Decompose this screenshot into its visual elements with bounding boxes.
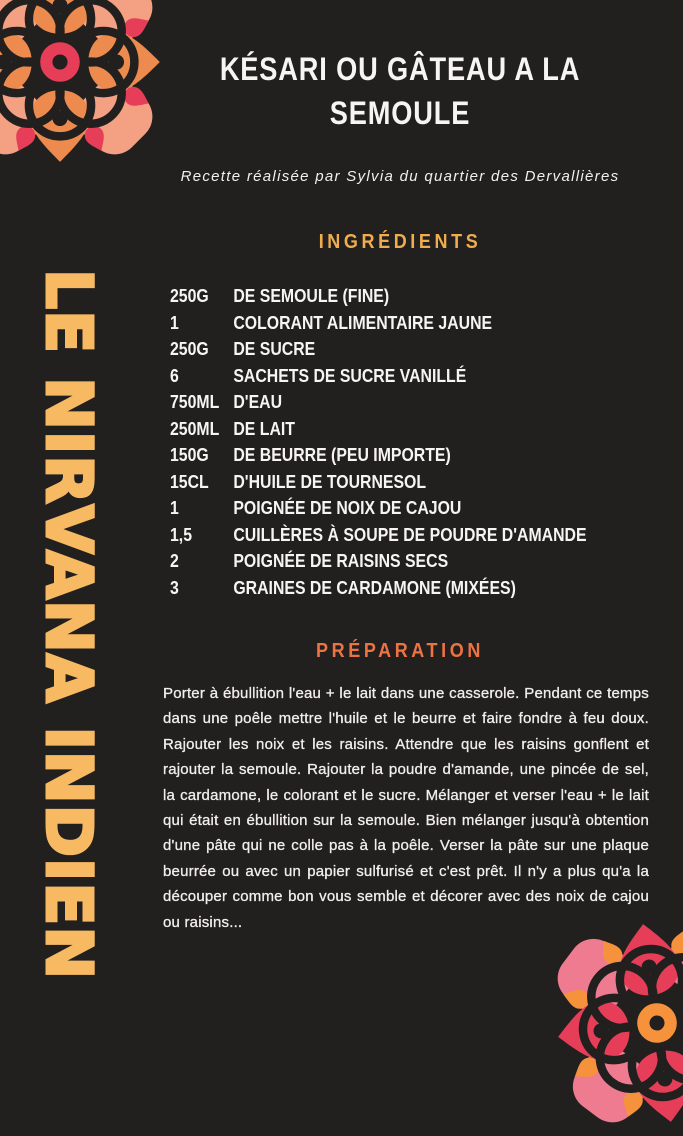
ingredient-qty: 250ML bbox=[170, 418, 220, 439]
ingredients-heading: INGRÉDIENTS bbox=[318, 231, 482, 253]
ingredients-list bbox=[170, 286, 587, 604]
recipe-title-line2: SEMOULE bbox=[329, 95, 471, 131]
ingredient-qty: 150G bbox=[170, 445, 209, 465]
ingredient-qty: 250G bbox=[170, 339, 209, 359]
ingredient-row bbox=[170, 419, 587, 446]
mandala-flower-bottom-right-icon bbox=[544, 910, 683, 1136]
ingredient-qty: 2 bbox=[170, 551, 179, 571]
ingredient-name: CUILLÈRES À SOUPE DE POUDRE D'AMANDE bbox=[233, 524, 587, 545]
ingredient-name: POIGNÉE DE NOIX DE CAJOU bbox=[233, 498, 462, 518]
recipe-title-line1: KÉSARI OU GÂTEAU A LA bbox=[219, 51, 581, 87]
ingredient-row bbox=[170, 578, 587, 605]
ingredient-qty: 250G bbox=[170, 286, 209, 306]
ingredient-row bbox=[170, 551, 587, 578]
ingredient-row bbox=[170, 392, 587, 419]
ingredient-qty: 1 bbox=[170, 312, 179, 333]
ingredient-qty: 750ML bbox=[170, 392, 220, 412]
preparation-text: Porter à ébullition l'eau + le lait dans une casserole. Pendant ce temps dans une poêle mettre l'huile et le beurre et faire fondre à feu doux. Rajouter les noix et les raisins. Attendre que les raisins gonflent et rajouter la semoule. Rajouter la poudre d'amande, une pincée de sel, la cardamone, le colorant et le sucre. Mélanger et verser l'eau + le lait qui était en ébullition sur la semoule. Bien mélanger jusqu'à obtention d'une pâte qui ne colle pas à la poêle. Verser la pâte sur une plaque beurrée ou avec un papier sulfurisé et c'est prêt. Il n'y a plus qu'a la découper comme bon vous semble et décorer avec des noix de cajou ou raisins... bbox=[163, 685, 649, 931]
ingredient-row bbox=[170, 286, 587, 313]
ingredient-row bbox=[170, 525, 587, 552]
recipe-subtitle: Recette réalisée par Sylvia du quartier des Dervallières bbox=[180, 168, 620, 185]
ingredient-qty: 1,5 bbox=[170, 524, 193, 545]
ingredient-name: SACHETS DE SUCRE VANILLÉ bbox=[233, 365, 467, 386]
ingredient-name: DE BEURRE (PEU IMPORTE) bbox=[233, 445, 451, 465]
ingredient-row bbox=[170, 313, 587, 340]
recipe-title bbox=[179, 47, 621, 135]
ingredient-name: COLORANT ALIMENTAIRE JAUNE bbox=[233, 312, 493, 333]
ingredient-qty: 1 bbox=[170, 498, 179, 518]
ingredient-row bbox=[170, 366, 587, 393]
ingredient-name: D'EAU bbox=[233, 392, 283, 412]
ingredient-qty: 6 bbox=[170, 365, 179, 386]
preparation-heading: PRÉPARATION bbox=[316, 640, 484, 662]
mandala-flower-top-left-icon bbox=[0, 0, 173, 175]
ingredient-qty: 15CL bbox=[170, 471, 209, 492]
ingredient-qty: 3 bbox=[170, 577, 179, 598]
ingredient-row bbox=[170, 339, 587, 366]
brand-vertical-text: LE NIRVANA INDIEN bbox=[32, 269, 105, 981]
ingredient-name: POIGNÉE DE RAISINS SECS bbox=[233, 551, 449, 571]
ingredient-name: DE LAIT bbox=[233, 418, 295, 439]
ingredient-row bbox=[170, 498, 587, 525]
ingredient-row bbox=[170, 472, 587, 499]
ingredient-name: GRAINES DE CARDAMONE (MIXÉES) bbox=[233, 577, 516, 598]
ingredient-name: DE SUCRE bbox=[233, 339, 316, 359]
ingredient-name: DE SEMOULE (FINE) bbox=[233, 286, 390, 306]
ingredient-row bbox=[170, 445, 587, 472]
ingredient-name: D'HUILE DE TOURNESOL bbox=[233, 471, 427, 492]
